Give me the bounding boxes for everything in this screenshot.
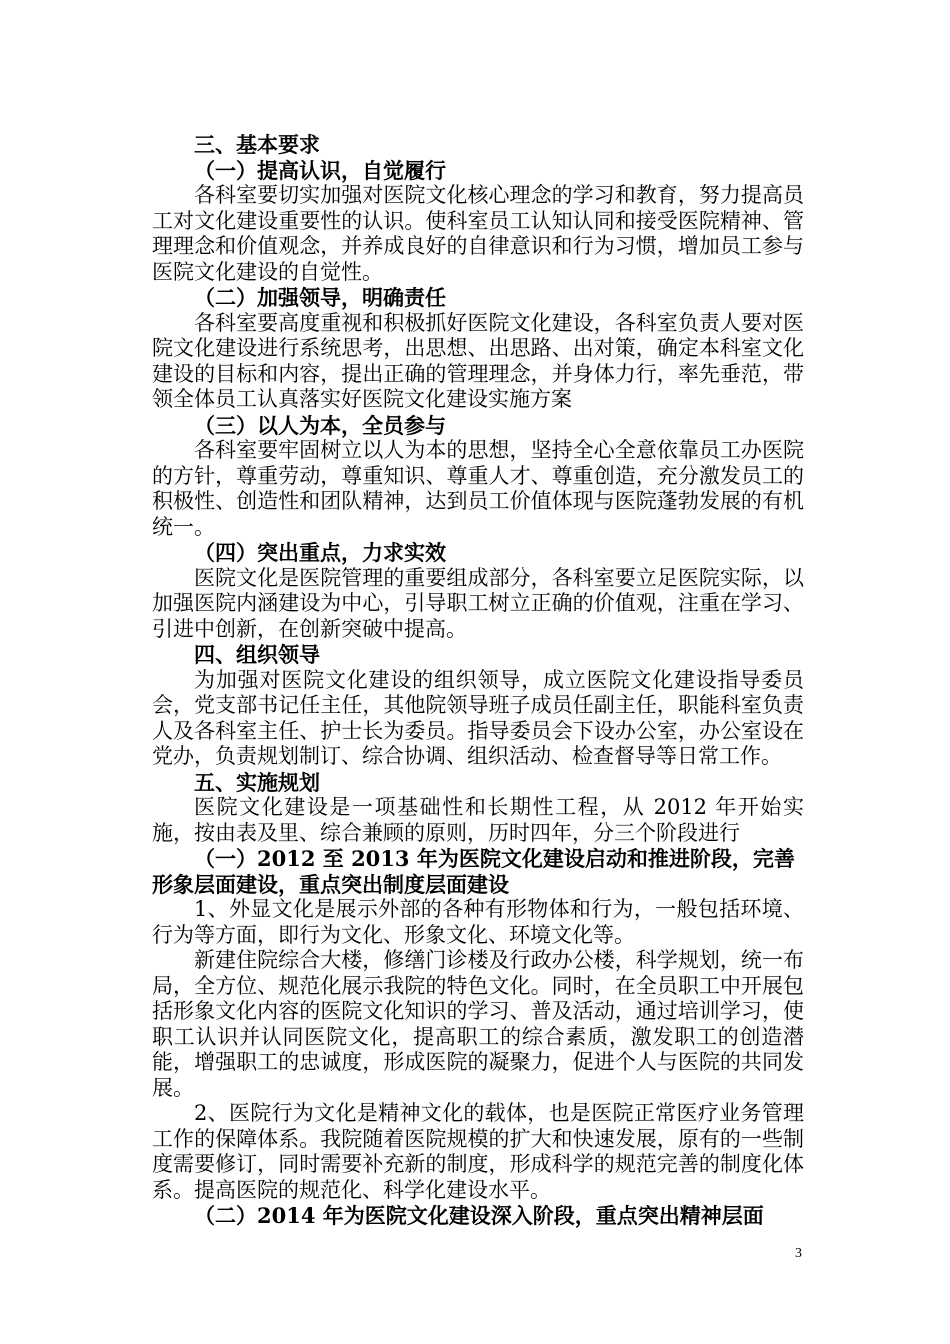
body-paragraph: 2、医院行为文化是精神文化的载体，也是医院正常医疗业务管理工作的保障体系。我院随着医院规模的扩大和快速发展，原有的一些制度需要修订，同时需要补充新的制度，形成科学的规范完善的制度化体系。提高医院的规范化、科学化建设水平。 — [152, 1101, 804, 1202]
subsection-heading: （四）突出重点，力求实效 — [194, 540, 446, 565]
subsection-heading: （一）提高认识，自觉履行 — [194, 157, 446, 183]
body-paragraph: 为加强对医院文化建设的组织领导，成立医院文化建设指导委员会，党支部书记任主任，其他院领导班子成员任副主任，职能科室负责人及各科室主任、护士长为委员。指导委员会下设办公室，办公室设在党办，负责规划制订、综合协调、组织活动、检查督导等日常工作。 — [152, 667, 804, 768]
body-paragraph: 医院文化建设是一项基础性和长期性工程，从 2012 年开始实施，按由表及里、综合兼顾的原则，历时四年，分三个阶段进行 — [152, 795, 804, 845]
body-paragraph: 各科室要高度重视和积极抓好医院文化建设，各科室负责人要对医院文化建设进行系统思考，出思想、出思路、出对策，确定本科室文化建设的目标和内容，提出正确的管理理念，并身体力行，率先垂范，带领全体员工认真落实好医院文化建设实施方案 — [152, 310, 804, 411]
body-paragraph: 医院文化是医院管理的重要组成部分，各科室要立足医院实际，以加强医院内涵建设为中心，引导职工树立正确的价值观，注重在学习、引进中创新，在创新突破中提高。 — [152, 565, 804, 641]
subsection-heading: （三）以人为本，全员参与 — [194, 412, 446, 438]
page-content — [152, 132, 804, 1229]
body-paragraph: 1、外显文化是展示外部的各种有形物体和行为，一般包括环境、行为等方面，即行为文化、形象文化、环境文化等。 — [152, 897, 804, 947]
subsection-heading: （二）加强领导，明确责任 — [194, 285, 446, 310]
body-paragraph: 各科室要牢固树立以人为本的思想，坚持全心全意依靠员工办医院的方针，尊重劳动，尊重知识、尊重人才、尊重创造，充分激发员工的积极性、创造性和团队精神，达到员工价值体现与医院蓬勃发展的有机统一。 — [152, 438, 804, 539]
section-heading: 四、组织领导 — [194, 642, 320, 667]
body-paragraph: 各科室要切实加强对医院文化核心理念的学习和教育，努力提高员工对文化建设重要性的认识。使科室员工认知认同和接受医院精神、管理理念和价值观念，并养成良好的自律意识和行为习惯，增加员工参与医院文化建设的自觉性。 — [152, 183, 804, 284]
page-number: 3 — [795, 1246, 802, 1261]
subsection-heading: （二）2014 年为医院文化建设深入阶段，重点突出精神层面 — [194, 1203, 764, 1228]
body-paragraph: 新建住院综合大楼，修缮门诊楼及行政办公楼，科学规划，统一布局，全方位、规范化展示我院的特色文化。同时，在全员职工中开展包括形象文化内容的医院文化知识的学习、普及活动，通过培训学习，使职工认识并认同医院文化，提高职工的综合素质，激发职工的创造潜能，增强职工的忠诚度，形成医院的凝聚力，促进个人与医院的共同发展。 — [152, 948, 804, 1100]
subsection-heading: （一）2012 至 2013 年为医院文化建设启动和推进阶段，完善形象层面建设，重点突出制度层面建设 — [152, 846, 795, 897]
section-heading: 三、基本要求 — [194, 132, 320, 157]
section-heading: 五、实施规划 — [194, 769, 320, 795]
